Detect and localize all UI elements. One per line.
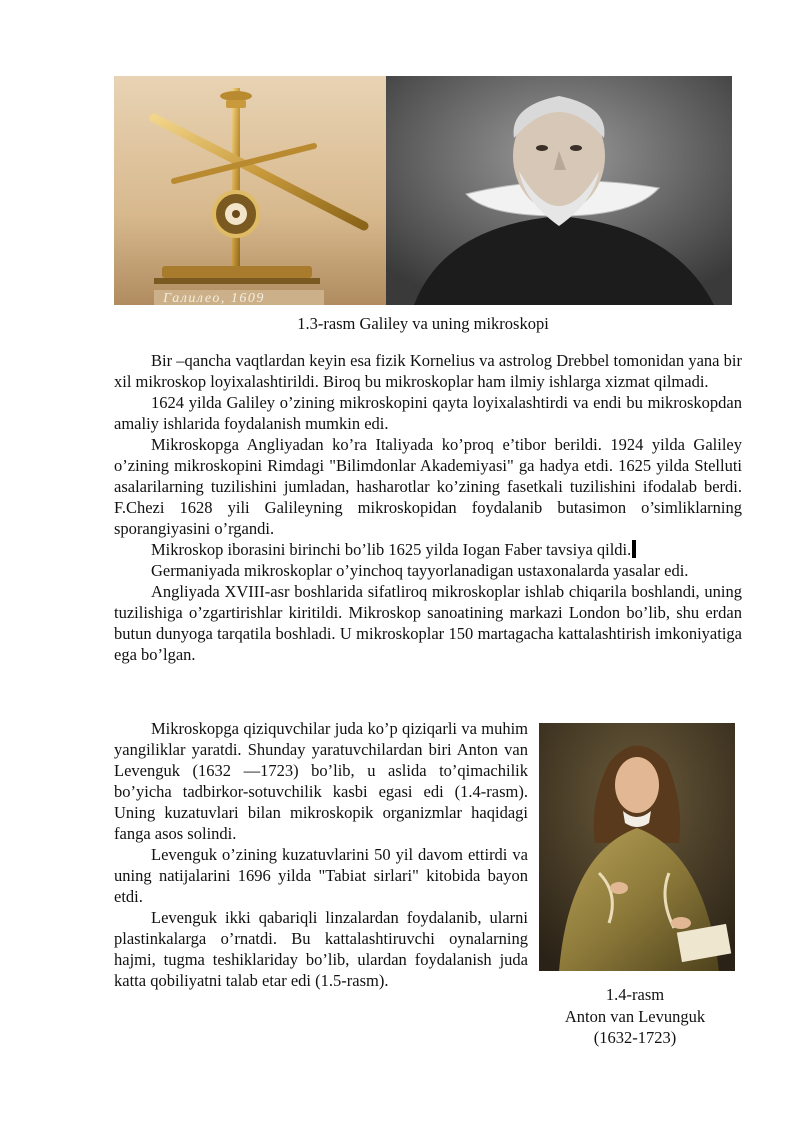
caption-line: (1632-1723) [593, 1028, 677, 1047]
caption-line: 1.4-rasm [605, 985, 665, 1004]
paragraph: Levenguk ikki qabariqli linzalardan foydalanib, ularni plastinkalarga o’rnatdi. Bu kattalashtiruvchi oynalarning hajmi, tugma teshiklariday bo’lib, ulardan foydalanish juda katta qobiliyatni talab etar edi (1.5-rasm). [114, 908, 528, 990]
paragraph: Levenguk o’zining kuzatuvlarini 50 yil davom ettirdi va uning natijalarini 1696 yilda "Tabiat sirlari" kitobida bayon etdi. [114, 845, 528, 906]
paragraph [114, 539, 742, 560]
main-text [114, 350, 742, 665]
figure-galileo-image [114, 76, 732, 305]
paragraph: Mikroskopga Angliyadan ko’ra Italiyada ko’proq e’tibor berildi. 1924 yilda Galiley o’zining mikroskopini Rimdagi "Bilimdonlar Akademiyasi" ga hadya etdi. 1625 yilda Stelluti asalarilarning tuzilishini jumladan, hasharotlar ko’zining fasetkali tuzilishini ifodalab berdi. F.Chezi 1628 yili Galileyning mikroskopidan foydalanib butasimon o’simliklarning sporangiyasini o’rgandi. [114, 435, 742, 538]
paragraph: Mikroskopga qiziquvchilar juda ko’p qiziqarli va muhim yangiliklar yaratdi. Shunday yaratuvchilardan biri Anton van Levenguk (1632 —1723) bo’lib, u aslida to’qimachilik bo’yicha tadbirkor-sotuvchilik kasbi egasi edi (1.4-rasm). Uning kuzatuvlari bilan mikroskopik organizmlar haqidagi fanga asos solindi. [114, 719, 528, 843]
paragraph: Angliyada XVIII-asr boshlarida sifatliroq mikroskoplar ishlab chiqarila boshlandi, uning tuzilishiga o’zgartirishlar kiritildi. Mikroskop sanoatining markazi London bo’lib, shu erdan butun dunyoga tarqatila boshladi. U mikroskoplar 150 martagacha kattalashtirish imkoniyatiga ega bo’lgan. [114, 582, 742, 664]
caption-line: Anton van Levunguk [564, 1006, 706, 1026]
paragraph: 1624 yilda Galiley o’zining mikroskopini qayta loyixalashtirdi va endi bu mikroskopdan amaliy ishlarida foydalanish mumkin edi. [114, 393, 742, 433]
figure-levenguk [539, 723, 735, 971]
paragraph: Bir –qancha vaqtlardan keyin esa fizik Kornelius va astrolog Drebbel tomonidan yana bir xil mikroskop loyixalashtirildi. Biroq bu mikroskoplar ham ilmiy ishlarga xizmat qilmadi. [114, 351, 742, 391]
figure-right-caption [525, 984, 745, 1049]
paragraph: Germaniyada mikroskoplar o’yinchoq tayyorlanadigan ustaxonalarda yasalar edi. [151, 561, 689, 580]
text-cursor [632, 540, 636, 558]
figure-top-caption: 1.3-rasm Galiley va uning mikroskopi [297, 314, 549, 333]
figure-galileo [114, 76, 732, 305]
levenguk-portrait [539, 723, 735, 971]
paragraph-text: Mikroskop iborasini birinchi bo’lib 1625 yilda Iogan Faber tavsiya qildi. [151, 540, 632, 559]
lower-text [114, 718, 528, 991]
figure-inscription: Галилео, 1609 [163, 291, 265, 305]
